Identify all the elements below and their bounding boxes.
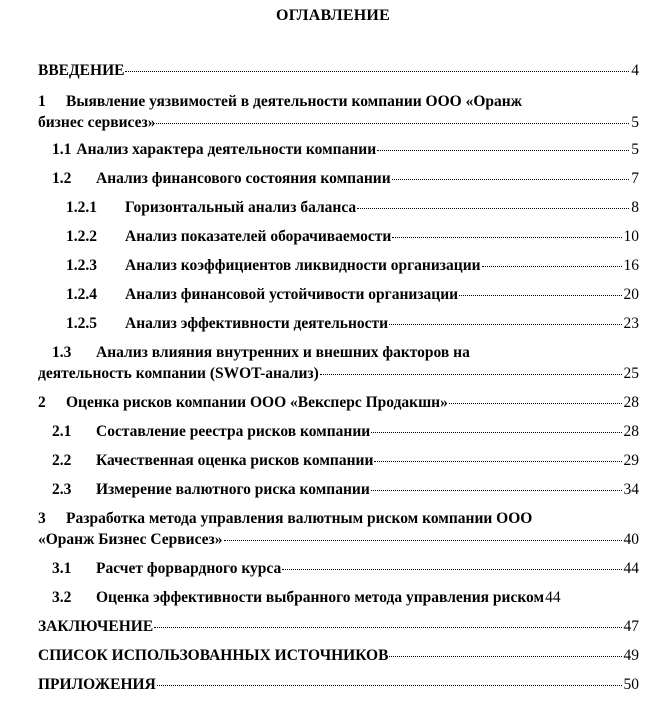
toc-page-number: 28 — [623, 394, 639, 411]
toc-page-number: 40 — [623, 531, 639, 548]
toc-leader-dots — [156, 123, 629, 124]
toc-entry-number: 1.2.2 — [66, 228, 97, 245]
toc-entry-number: 3.1 — [52, 560, 72, 577]
toc-entry-1-2-3[interactable] — [66, 256, 639, 276]
toc-entry-2-1[interactable] — [52, 422, 639, 442]
toc-page-number: 4 — [631, 62, 639, 79]
toc-page-number: 49 — [623, 647, 639, 664]
toc-entry-1-line1[interactable] — [38, 92, 639, 112]
toc-page-number: 5 — [631, 114, 639, 131]
toc-entry-text: ПРИЛОЖЕНИЯ — [38, 676, 156, 693]
toc-leader-dots — [125, 71, 629, 72]
toc-entry-3-line1[interactable] — [38, 509, 639, 529]
toc-leader-dots — [371, 490, 622, 491]
toc-entry-text: Оценка рисков компании ООО «Вексперс Продакшн» — [66, 394, 448, 411]
toc-entry-text: деятельность компании (SWOT-анализ) — [38, 365, 319, 382]
toc-entry-3[interactable] — [38, 530, 639, 550]
toc-entry-text: бизнес сервисез» — [38, 114, 156, 131]
toc-entry-number: 1.2.3 — [66, 257, 97, 274]
toc-entry-number: 3 — [38, 510, 46, 527]
toc-entry-number: 2.3 — [52, 481, 72, 498]
toc-page-number: 16 — [623, 257, 639, 274]
toc-leader-dots — [157, 685, 622, 686]
toc-leader-dots — [392, 237, 621, 238]
toc-entry-text: Анализ финансового состояния компании — [96, 170, 391, 187]
toc-leader-dots — [389, 656, 621, 657]
toc-entry-1[interactable] — [38, 113, 639, 133]
toc-entry-3-2[interactable] — [52, 588, 639, 608]
toc-entry-text: Анализ эффективности деятельности — [125, 315, 389, 332]
toc-entry-number: 1.2.1 — [66, 199, 97, 216]
toc-entry-text: СПИСОК ИСПОЛЬЗОВАННЫХ ИСТОЧНИКОВ — [38, 647, 389, 664]
toc-entry-text: «Оранж Бизнес Сервисез» — [38, 531, 223, 548]
toc-entry-number: 1.2.4 — [66, 286, 97, 303]
toc-entry-text-line1: Анализ влияния внутренних и внешних факторов на — [96, 344, 470, 361]
toc-page-number: 23 — [623, 315, 639, 332]
toc-page-number: 28 — [623, 423, 639, 440]
toc-entry-text: Анализ показателей оборачиваемости — [125, 228, 392, 245]
toc-entry-2-2[interactable] — [52, 451, 639, 471]
toc-entry-1-3[interactable] — [38, 364, 639, 384]
toc-leader-dots — [377, 150, 629, 151]
toc-leader-dots — [154, 627, 621, 628]
toc-entry-text: ЗАКЛЮЧЕНИЕ — [38, 618, 154, 635]
toc-entry-3-1[interactable] — [52, 559, 639, 579]
toc-leader-dots — [392, 179, 630, 180]
toc-entry-text: Измерение валютного риска компании — [96, 481, 370, 498]
toc-entry-number: 3.2 — [52, 589, 72, 606]
toc-leader-dots — [389, 324, 621, 325]
toc-entry-conclusion[interactable] — [38, 617, 639, 637]
page-title: ОГЛАВЛЕНИЕ — [276, 7, 390, 24]
toc-entry-text: Составление реестра рисков компании — [96, 423, 371, 440]
toc-entry-text-line1: Разработка метода управления валютным риском компании ООО — [66, 510, 533, 527]
toc-entry-number: 1 — [38, 93, 46, 110]
toc-page-number: 34 — [623, 481, 639, 498]
toc-entry-1-2-5[interactable] — [66, 314, 639, 334]
toc-entry-references[interactable] — [38, 646, 639, 666]
toc-page-number: 50 — [623, 676, 639, 693]
toc-entry-1-2[interactable] — [52, 169, 639, 189]
toc-leader-dots — [282, 569, 621, 570]
toc-leader-dots — [320, 374, 622, 375]
toc-entry-text: Анализ коэффициентов ликвидности организации — [125, 257, 481, 274]
toc-entry-text: ВВЕДЕНИЕ — [38, 62, 125, 79]
toc-page-number: 29 — [623, 452, 639, 469]
toc-entry-2-3[interactable] — [52, 480, 639, 500]
toc-entry-text-line1: Выявление уязвимостей в деятельности компании ООО «Оранж — [66, 93, 522, 110]
toc-entry-number: 1.2.5 — [66, 315, 97, 332]
toc-page-number: 7 — [631, 170, 639, 187]
toc-leader-dots — [482, 266, 622, 267]
toc-entry-number: 2.2 — [52, 452, 72, 469]
toc-entry-text: Расчет форвардного курса — [96, 560, 282, 577]
toc-leader-dots — [459, 295, 621, 296]
toc-page-number: 44 — [623, 560, 639, 577]
toc-entry-number: 2.1 — [52, 423, 72, 440]
toc-page-number: 47 — [623, 618, 639, 635]
toc-leader-dots — [371, 432, 621, 433]
toc-entry-number: 1.1 — [52, 141, 72, 158]
toc-entry-1-2-4[interactable] — [66, 285, 639, 305]
toc-entry-1-2-1[interactable] — [66, 198, 639, 218]
toc-entry-1-1[interactable] — [52, 140, 639, 160]
toc-entry-text: Горизонтальный анализ баланса — [125, 199, 357, 216]
toc-entry-number: 2 — [38, 394, 46, 411]
toc-page-number: 8 — [631, 199, 639, 216]
toc-leader-dots — [357, 208, 629, 209]
toc-entry-1-3-line1[interactable] — [52, 343, 639, 363]
toc-entry-introduction[interactable] — [38, 61, 639, 81]
toc-entry-number: 1.3 — [52, 344, 72, 361]
toc-leader-dots — [224, 540, 622, 541]
toc-leader-dots — [449, 403, 622, 404]
toc-leader-dots — [374, 461, 621, 462]
toc-entry-text: Анализ финансовой устойчивости организации — [125, 286, 459, 303]
toc-entry-appendices[interactable] — [38, 675, 639, 695]
toc-entry-number: 1.2 — [52, 170, 72, 187]
toc-entry-text: Анализ характера деятельности компании — [76, 141, 377, 158]
toc-page-number: 20 — [623, 286, 639, 303]
toc-page-number: 10 — [623, 228, 639, 245]
toc-entry-text: Оценка эффективности выбранного метода управления риском — [96, 589, 545, 606]
toc-entry-2[interactable] — [38, 393, 639, 413]
toc-page-number: 44 — [545, 589, 561, 606]
toc-entry-1-2-2[interactable] — [66, 227, 639, 247]
toc-page-number: 25 — [623, 365, 639, 382]
toc-entry-text: Качественная оценка рисков компании — [96, 452, 374, 469]
toc-page-number: 5 — [631, 141, 639, 158]
